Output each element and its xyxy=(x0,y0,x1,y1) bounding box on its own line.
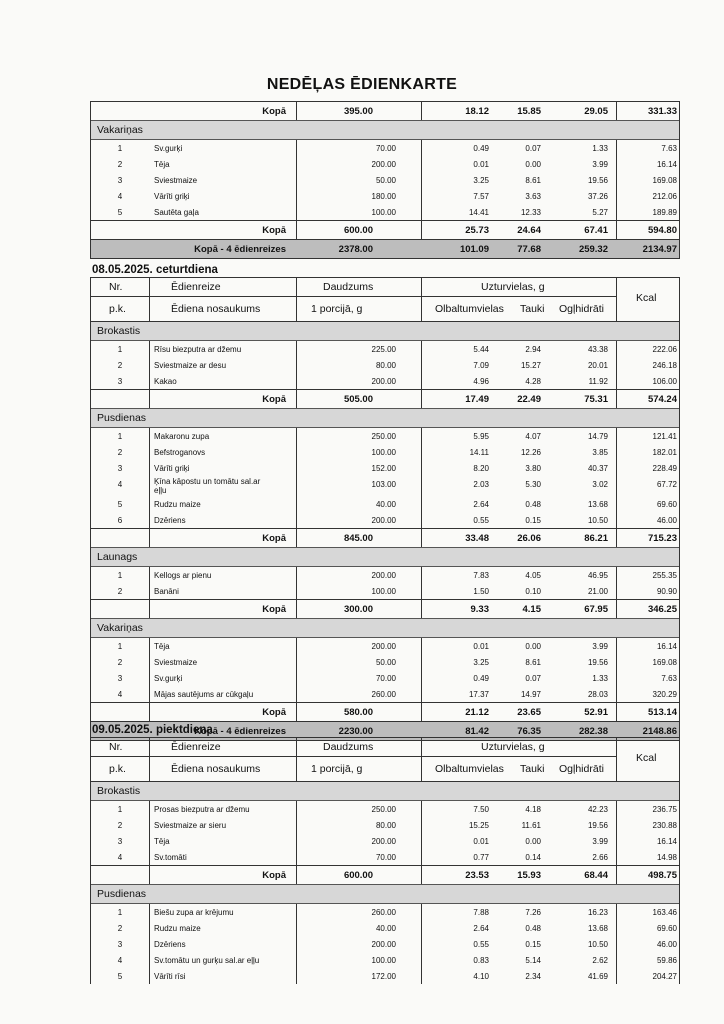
total-row: Kopā 395.00 18.12 15.85 29.05 331.33 xyxy=(262,106,677,117)
cell-f: 2.34 xyxy=(525,972,541,981)
cell-qty: 172.00 xyxy=(371,972,396,981)
cell-c: 3.99 xyxy=(592,642,608,651)
cell-p: 0.01 xyxy=(473,642,489,651)
cell-p: 17.37 xyxy=(468,690,489,699)
cell-p: 15.25 xyxy=(468,821,489,830)
cell-nr: 1 xyxy=(117,432,123,441)
table-row xyxy=(91,204,679,220)
cell-k: 67.72 xyxy=(656,480,677,489)
total-row: Kopā 600.00 23.53 15.93 68.44 498.75 xyxy=(91,865,679,884)
cell-f: 4.07 xyxy=(525,432,541,441)
cell-nr: 2 xyxy=(117,658,123,667)
cell-c: 11.92 xyxy=(588,377,608,386)
cell-k: 246.18 xyxy=(652,361,677,370)
cell-name: Dzēriens xyxy=(154,516,186,525)
cell-p: 2.64 xyxy=(473,500,489,509)
table-row xyxy=(91,638,679,654)
cell-k: 320.29 xyxy=(652,690,677,699)
cell-nr: 5 xyxy=(117,500,123,509)
cell-name: Sviestmaize ar desu xyxy=(154,361,227,370)
cell-p: 0.77 xyxy=(473,853,489,862)
cell-f: 0.48 xyxy=(525,500,541,509)
cell-p: 2.03 xyxy=(473,480,489,489)
cell-qty: 40.00 xyxy=(375,924,396,933)
cell-nr: 4 xyxy=(117,192,123,201)
cell-qty: 100.00 xyxy=(371,956,396,965)
table-row xyxy=(91,654,679,670)
cell-c: 19.56 xyxy=(587,176,608,185)
table-row xyxy=(91,140,679,156)
cell-k: 121.41 xyxy=(652,432,677,441)
cell-nr: 3 xyxy=(117,940,123,949)
cell-nr: 4 xyxy=(117,956,123,965)
cell-c: 21.00 xyxy=(587,587,608,596)
cell-p: 2.64 xyxy=(473,924,489,933)
table-header: Nr. p.k. Ēdienreize Ēdiena nosaukums Daudzums 1 porcijā, g Uzturvielas, g Olbaltumvielas Tauki Ogļhidrāti Kcal xyxy=(91,278,679,322)
table-row xyxy=(91,460,679,476)
cell-nr: 1 xyxy=(117,571,123,580)
cell-name: Sviestmaize xyxy=(154,658,198,667)
cell-f: 7.26 xyxy=(525,908,541,917)
table-row xyxy=(91,341,679,357)
cell-f: 0.00 xyxy=(525,837,541,846)
cell-qty: 70.00 xyxy=(375,144,396,153)
cell-p: 0.83 xyxy=(473,956,489,965)
cell-qty: 80.00 xyxy=(375,821,396,830)
cell-f: 12.26 xyxy=(520,448,541,457)
section-header: Pusdienas xyxy=(91,408,679,428)
cell-c: 2.62 xyxy=(592,956,608,965)
cell-p: 0.49 xyxy=(473,674,489,683)
cell-name: Sviestmaize xyxy=(154,176,198,185)
table-row xyxy=(91,904,679,920)
cell-k: 14.98 xyxy=(656,853,677,862)
cell-c: 43.38 xyxy=(587,345,608,354)
cell-p: 3.25 xyxy=(473,658,489,667)
cell-nr: 3 xyxy=(117,377,123,386)
cell-k: 16.14 xyxy=(656,160,677,169)
cell-p: 8.20 xyxy=(473,464,489,473)
cell-qty: 225.00 xyxy=(371,345,396,354)
cell-qty: 50.00 xyxy=(375,176,396,185)
cell-c: 10.50 xyxy=(587,516,608,525)
cell-p: 4.96 xyxy=(473,377,489,386)
cell-c: 10.50 xyxy=(587,940,608,949)
cell-k: 7.63 xyxy=(661,674,677,683)
table-row xyxy=(91,476,679,496)
cell-f: 0.15 xyxy=(525,940,541,949)
cell-name: Vārīti griķi xyxy=(154,464,190,473)
table-row xyxy=(91,373,679,389)
cell-p: 0.01 xyxy=(473,837,489,846)
cell-f: 0.00 xyxy=(525,642,541,651)
cell-qty: 100.00 xyxy=(371,208,396,217)
cell-name: Tēja xyxy=(154,837,170,846)
cell-p: 0.01 xyxy=(473,160,489,169)
cell-k: 106.00 xyxy=(652,377,677,386)
cell-qty: 200.00 xyxy=(371,160,396,169)
page-title: NEDĒĻAS ĒDIENKARTE xyxy=(266,76,458,93)
cell-k: 69.60 xyxy=(656,924,677,933)
cell-qty: 70.00 xyxy=(375,674,396,683)
cell-c: 46.95 xyxy=(587,571,608,580)
cell-nr: 2 xyxy=(117,924,123,933)
grand-total-row: Kopā - 4 ēdienreizes 2230.00 81.42 76.35 282.38 2148.86 xyxy=(91,721,679,740)
cell-p: 7.57 xyxy=(473,192,489,201)
cell-nr: 5 xyxy=(117,208,123,217)
cell-nr: 1 xyxy=(117,144,123,153)
cell-name: Biešu zupa ar krējumu xyxy=(154,908,234,917)
cell-k: 90.90 xyxy=(656,587,677,596)
total-row: Kopā 600.00 25.73 24.64 67.41 594.80 xyxy=(91,220,679,239)
cell-qty: 152.00 xyxy=(371,464,396,473)
cell-k: 163.46 xyxy=(652,908,677,917)
cell-name: Rudzu maize xyxy=(154,500,201,509)
cell-name: Vārīti rīsi xyxy=(154,972,186,981)
cell-c: 41.69 xyxy=(587,972,608,981)
table-day-2 xyxy=(90,737,680,984)
cell-name: Befstroganovs xyxy=(154,448,206,457)
cell-p: 0.55 xyxy=(473,940,489,949)
cell-k: 69.60 xyxy=(656,500,677,509)
table-row xyxy=(91,849,679,865)
cell-name: Rudzu maize xyxy=(154,924,201,933)
total-row: Kopā 845.00 33.48 26.06 86.21 715.23 xyxy=(91,528,679,547)
cell-k: 59.86 xyxy=(656,956,677,965)
cell-k: 212.06 xyxy=(652,192,677,201)
day-heading: 08.05.2025. ceturtdiena xyxy=(92,264,218,276)
cell-p: 5.95 xyxy=(473,432,489,441)
cell-f: 3.80 xyxy=(525,464,541,473)
cell-name: Sv.tomātu un gurķu sal.ar eļļu xyxy=(154,956,260,965)
cell-c: 13.68 xyxy=(587,500,608,509)
cell-f: 15.27 xyxy=(520,361,541,370)
cell-nr: 1 xyxy=(117,908,123,917)
table-row xyxy=(91,968,679,984)
cell-c: 37.26 xyxy=(587,192,608,201)
cell-nr: 2 xyxy=(117,821,123,830)
day-heading: 09.05.2025. piektdiena xyxy=(92,724,213,736)
cell-qty: 70.00 xyxy=(375,853,396,862)
cell-nr: 4 xyxy=(117,480,123,489)
cell-k: 16.14 xyxy=(656,642,677,651)
cell-nr: 2 xyxy=(117,361,123,370)
cell-f: 2.94 xyxy=(525,345,541,354)
cell-qty: 103.00 xyxy=(371,480,396,489)
table-row xyxy=(91,686,679,702)
table-row xyxy=(91,357,679,373)
cell-k: 7.63 xyxy=(661,144,677,153)
cell-name: Kellogs ar pienu xyxy=(154,571,212,580)
table-row xyxy=(91,583,679,599)
cell-f: 0.14 xyxy=(525,853,541,862)
cell-name: Prosas biezputra ar džemu xyxy=(154,805,250,814)
cell-name: Sviestmaize ar sieru xyxy=(154,821,227,830)
cell-f: 5.30 xyxy=(525,480,541,489)
cell-name: Tēja xyxy=(154,642,170,651)
cell-name: Dzēriens xyxy=(154,940,186,949)
cell-f: 5.14 xyxy=(525,956,541,965)
cell-f: 0.48 xyxy=(525,924,541,933)
cell-p: 3.25 xyxy=(473,176,489,185)
cell-name: Makaronu zupa xyxy=(154,432,210,441)
cell-nr: 6 xyxy=(117,516,123,525)
cell-nr: 5 xyxy=(117,972,123,981)
total-row: Kopā 580.00 21.12 23.65 52.91 513.14 xyxy=(91,702,679,721)
section-header: Brokastis xyxy=(91,782,679,801)
table-row xyxy=(91,936,679,952)
cell-f: 4.28 xyxy=(525,377,541,386)
cell-qty: 80.00 xyxy=(375,361,396,370)
cell-k: 228.49 xyxy=(652,464,677,473)
grand-total-row: Kopā - 4 ēdienreizes 2378.00 101.09 77.68 259.32 2134.97 xyxy=(91,239,679,258)
cell-nr: 1 xyxy=(117,345,123,354)
cell-f: 0.07 xyxy=(525,674,541,683)
cell-name: Sv.gurķi xyxy=(154,674,183,683)
total-row: Kopā 300.00 9.33 4.15 67.95 346.25 xyxy=(91,599,679,618)
cell-c: 19.56 xyxy=(587,658,608,667)
cell-c: 28.03 xyxy=(587,690,608,699)
cell-p: 7.09 xyxy=(473,361,489,370)
table-header: Nr. p.k. Ēdienreize Ēdiena nosaukums Daudzums 1 porcijā, g Uzturvielas, g Olbaltumvielas Tauki Ogļhidrāti Kcal xyxy=(91,738,679,782)
cell-f: 0.10 xyxy=(525,587,541,596)
cell-f: 4.18 xyxy=(525,805,541,814)
cell-f: 11.61 xyxy=(521,821,541,830)
section-header: Brokastis xyxy=(91,322,679,341)
cell-c: 19.56 xyxy=(587,821,608,830)
cell-nr: 3 xyxy=(117,837,123,846)
cell-k: 169.08 xyxy=(652,658,677,667)
cell-p: 7.83 xyxy=(473,571,489,580)
cell-f: 4.05 xyxy=(525,571,541,580)
cell-f: 12.33 xyxy=(520,208,541,217)
total-row: Kopā 505.00 17.49 22.49 75.31 574.24 xyxy=(91,389,679,408)
cell-c: 42.23 xyxy=(587,805,608,814)
cell-k: 182.01 xyxy=(652,448,677,457)
cell-name: Sv.gurķi xyxy=(154,144,183,153)
table-row xyxy=(91,428,679,444)
cell-nr: 2 xyxy=(117,160,123,169)
cell-c: 3.99 xyxy=(592,837,608,846)
cell-k: 189.89 xyxy=(652,208,677,217)
cell-name: Sautēta gaļa xyxy=(154,208,199,217)
cell-f: 0.07 xyxy=(525,144,541,153)
cell-c: 2.66 xyxy=(592,853,608,862)
cell-k: 230.88 xyxy=(652,821,677,830)
cell-nr: 1 xyxy=(117,805,123,814)
cell-name: Rīsu biezputra ar džemu xyxy=(154,345,242,354)
cell-c: 14.79 xyxy=(587,432,608,441)
cell-nr: 3 xyxy=(117,674,123,683)
cell-c: 16.23 xyxy=(587,908,608,917)
cell-nr: 4 xyxy=(117,690,123,699)
cell-qty: 40.00 xyxy=(375,500,396,509)
table-row xyxy=(91,512,679,528)
table-row xyxy=(91,567,679,583)
table-row xyxy=(91,801,679,817)
cell-qty: 260.00 xyxy=(371,908,396,917)
meal-list xyxy=(91,140,679,220)
cell-qty: 100.00 xyxy=(371,587,396,596)
cell-nr: 3 xyxy=(117,464,123,473)
cell-p: 5.44 xyxy=(473,345,489,354)
cell-p: 0.55 xyxy=(473,516,489,525)
table-row xyxy=(91,156,679,172)
cell-f: 0.00 xyxy=(525,160,541,169)
table-row xyxy=(91,920,679,936)
cell-c: 3.85 xyxy=(592,448,608,457)
cell-nr: 2 xyxy=(117,587,123,596)
cell-c: 20.01 xyxy=(587,361,608,370)
section-header: Pusdienas xyxy=(91,884,679,904)
cell-f: 3.63 xyxy=(525,192,541,201)
cell-c: 40.37 xyxy=(587,464,608,473)
cell-name: Ķīna kāpostu un tomātu sal.ar eļļu xyxy=(154,477,261,495)
cell-qty: 180.00 xyxy=(371,192,396,201)
cell-p: 4.10 xyxy=(473,972,489,981)
cell-c: 13.68 xyxy=(587,924,608,933)
table-row xyxy=(91,444,679,460)
cell-name: Vārīti griķi xyxy=(154,192,190,201)
cell-name: Mājas sautējums ar cūkgaļu xyxy=(154,690,254,699)
cell-p: 1.50 xyxy=(473,587,489,596)
table-row xyxy=(91,952,679,968)
cell-k: 222.06 xyxy=(652,345,677,354)
cell-qty: 50.00 xyxy=(375,658,396,667)
cell-p: 14.11 xyxy=(469,448,489,457)
cell-qty: 200.00 xyxy=(371,571,396,580)
cell-f: 14.97 xyxy=(520,690,541,699)
cell-qty: 250.00 xyxy=(371,432,396,441)
cell-f: 8.61 xyxy=(525,658,541,667)
cell-k: 204.27 xyxy=(652,972,677,981)
cell-qty: 260.00 xyxy=(371,690,396,699)
cell-name: Tēja xyxy=(154,160,170,169)
cell-f: 0.15 xyxy=(525,516,541,525)
cell-c: 5.27 xyxy=(592,208,608,217)
cell-name: Kakao xyxy=(154,377,177,386)
table-row xyxy=(91,833,679,849)
cell-p: 7.50 xyxy=(473,805,489,814)
cell-k: 255.35 xyxy=(652,571,677,580)
cell-qty: 200.00 xyxy=(371,516,396,525)
cell-name: Banāni xyxy=(154,587,179,596)
section-header: Vakariņas xyxy=(91,618,679,638)
section-header: Launags xyxy=(91,547,679,567)
section-header: Vakariņas xyxy=(91,120,679,140)
cell-name: Sv.tomāti xyxy=(154,853,187,862)
cell-nr: 4 xyxy=(117,853,123,862)
cell-nr: 3 xyxy=(117,176,123,185)
table-row xyxy=(91,188,679,204)
cell-p: 0.49 xyxy=(473,144,489,153)
table-previous-day xyxy=(90,101,680,259)
cell-p: 14.41 xyxy=(468,208,489,217)
table-row xyxy=(91,496,679,512)
table-row xyxy=(91,817,679,833)
cell-c: 3.99 xyxy=(592,160,608,169)
cell-qty: 200.00 xyxy=(371,642,396,651)
cell-k: 236.75 xyxy=(652,805,677,814)
cell-c: 1.33 xyxy=(592,674,608,683)
cell-qty: 200.00 xyxy=(371,377,396,386)
cell-nr: 1 xyxy=(117,642,123,651)
cell-k: 16.14 xyxy=(656,837,677,846)
cell-f: 8.61 xyxy=(525,176,541,185)
cell-c: 1.33 xyxy=(592,144,608,153)
cell-qty: 100.00 xyxy=(371,448,396,457)
table-day-1 xyxy=(90,277,680,741)
cell-nr: 2 xyxy=(117,448,123,457)
cell-qty: 200.00 xyxy=(371,837,396,846)
cell-k: 46.00 xyxy=(656,516,677,525)
cell-k: 46.00 xyxy=(656,940,677,949)
cell-qty: 250.00 xyxy=(371,805,396,814)
cell-qty: 200.00 xyxy=(371,940,396,949)
cell-c: 3.02 xyxy=(592,480,608,489)
cell-k: 169.08 xyxy=(652,176,677,185)
cell-p: 7.88 xyxy=(473,908,489,917)
table-row xyxy=(91,670,679,686)
table-row xyxy=(91,172,679,188)
